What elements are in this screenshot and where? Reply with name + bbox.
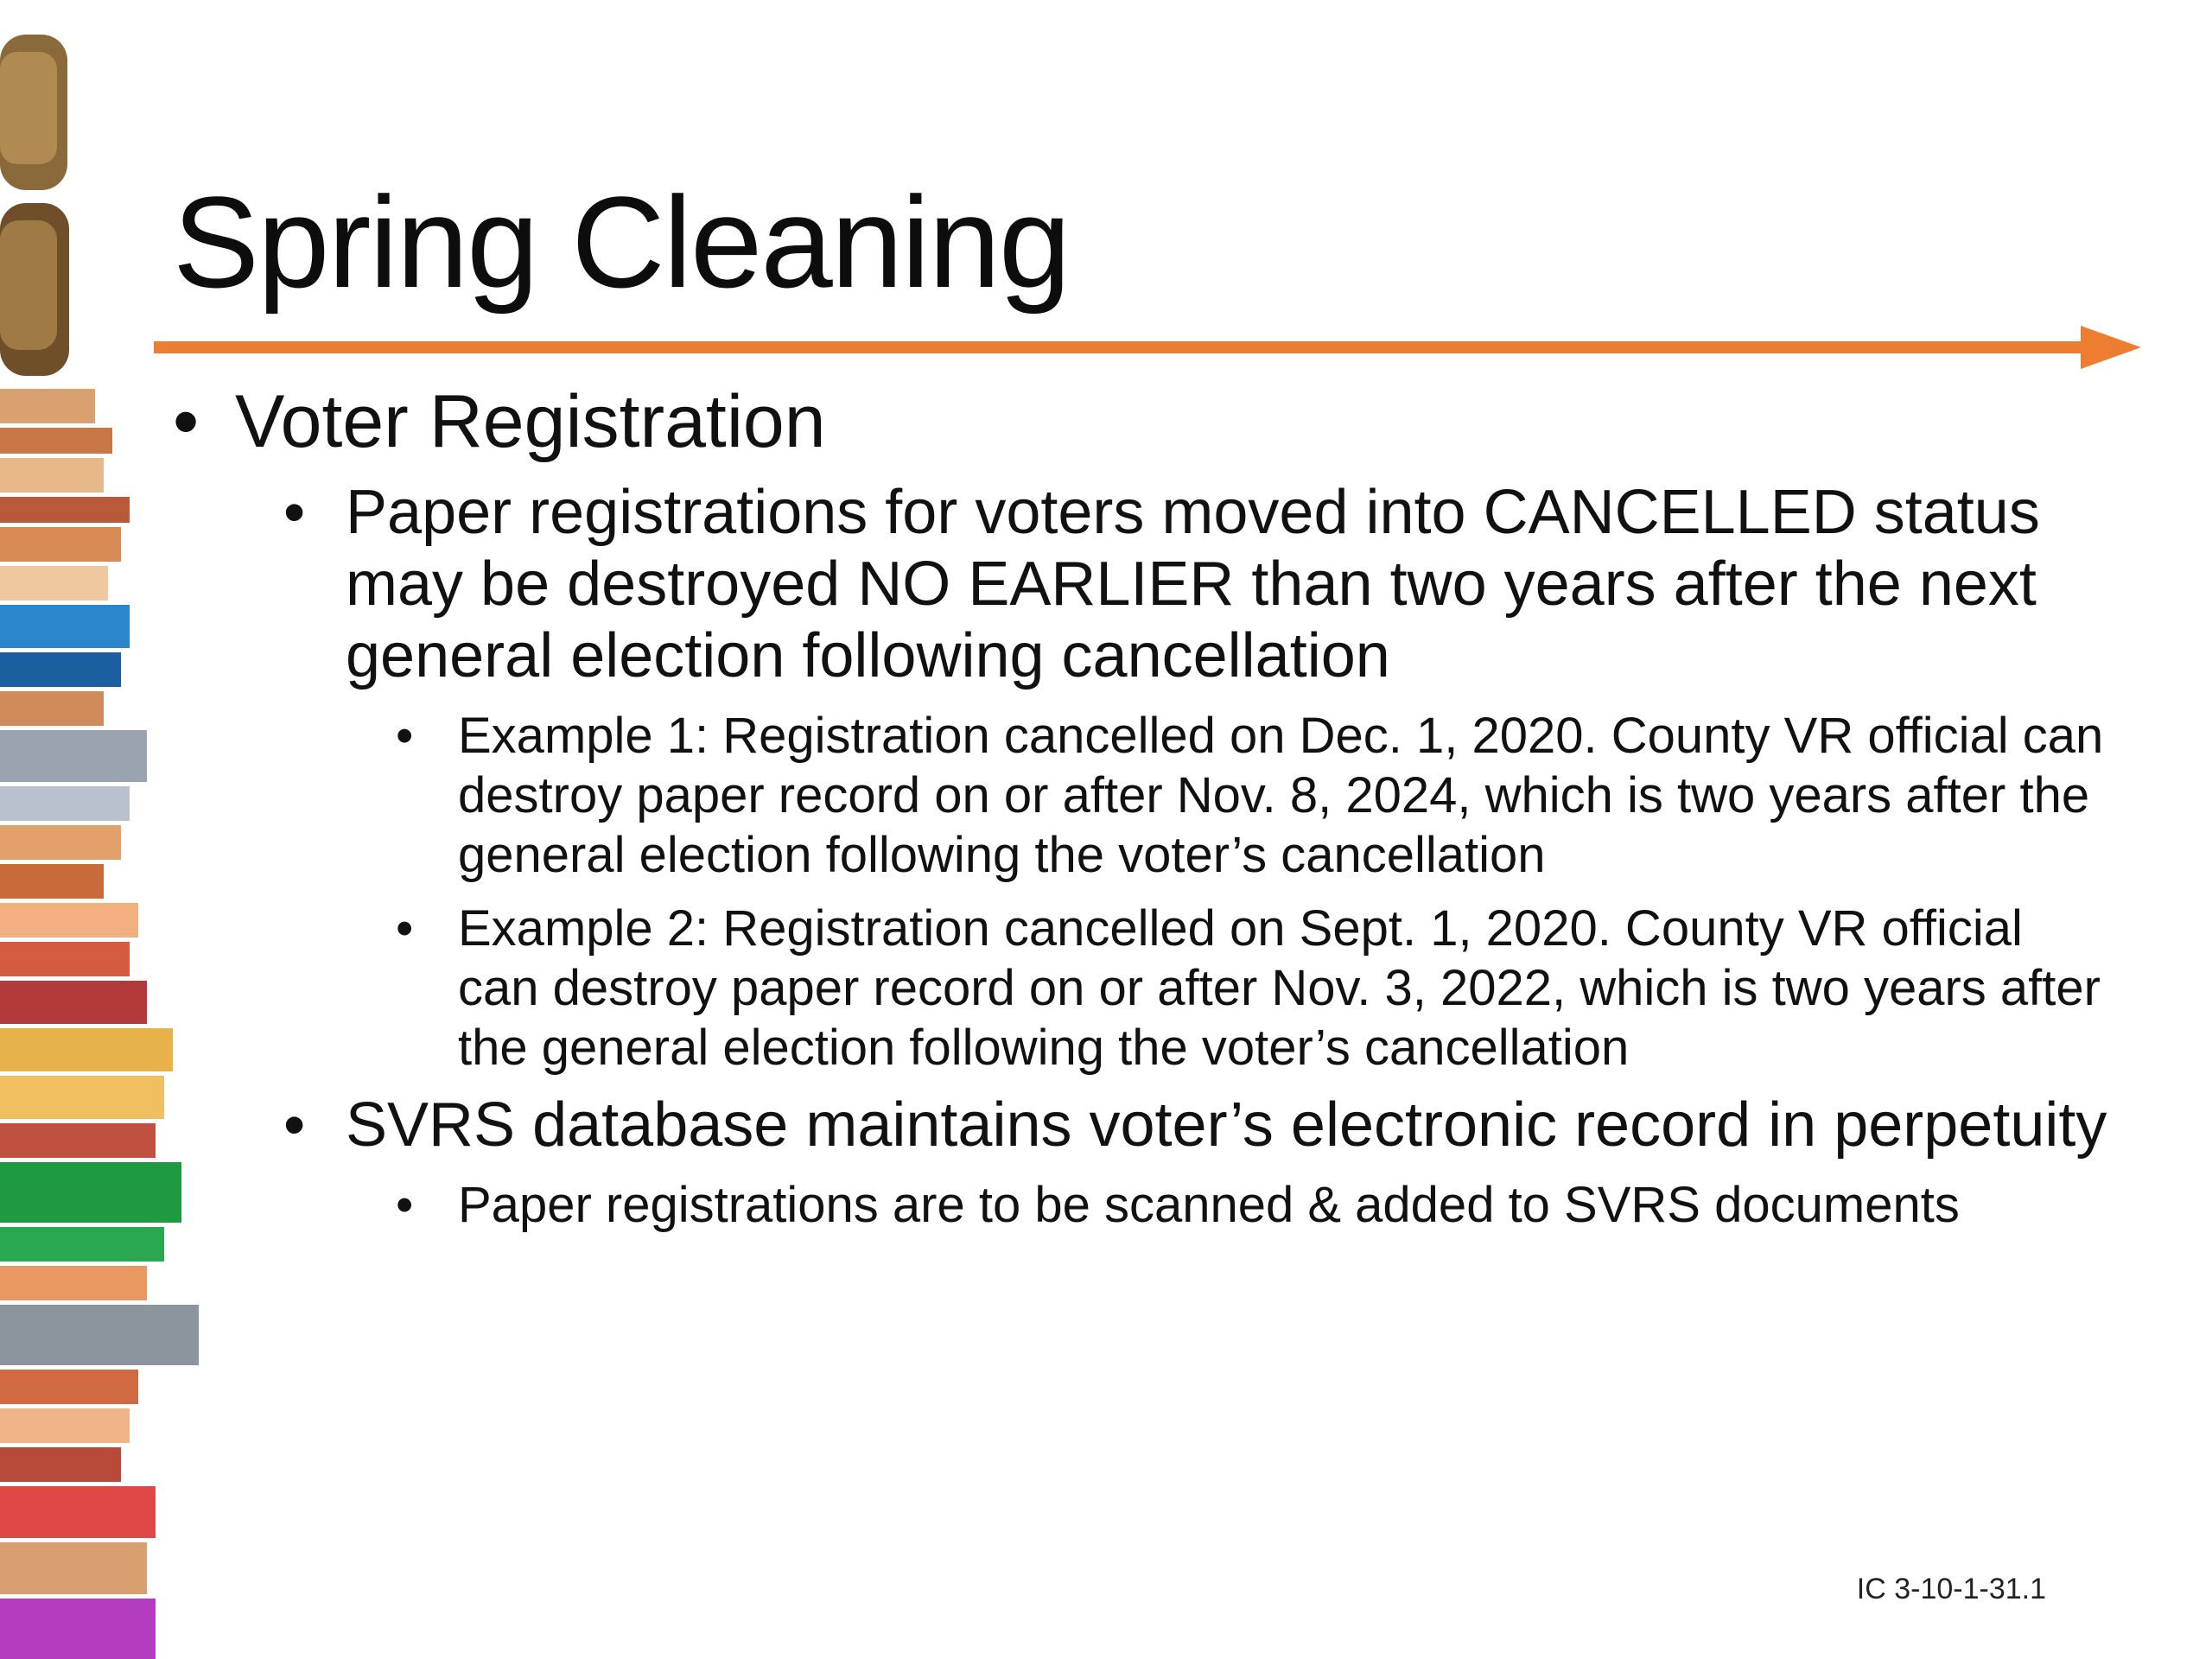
bullet-item — [283, 477, 2108, 692]
bullet-text: SVRS database maintains voter’s electronic record in perpetuity — [346, 1090, 2107, 1160]
bullet-item — [396, 706, 2108, 885]
bullet-icon: • — [396, 708, 414, 764]
bullet-icon: • — [396, 900, 414, 957]
bullet-icon: • — [173, 380, 200, 463]
bullet-text: Paper registrations for voters moved into CANCELLED status may be destroyed NO EARLIER than two years after the next general election following cancellation — [346, 478, 2040, 690]
statute-reference: IC 3-10-1-31.1 — [1856, 1573, 2046, 1605]
bullet-icon: • — [396, 1177, 414, 1233]
bullet-text: Example 1: Registration cancelled on Dec. 1, 2020. County VR official can destroy paper record on or after Nov. 8, 2024, which is two years after the general election following the voter’s cancellation — [458, 708, 2104, 883]
bullet-item — [396, 899, 2108, 1077]
bullet-item — [173, 378, 2108, 465]
bullet-text: Paper registrations are to be scanned & added to SVRS documents — [458, 1177, 1960, 1233]
bullet-item — [283, 1090, 2108, 1161]
bullet-item — [396, 1175, 2108, 1235]
bullet-text: Example 2: Registration cancelled on Sept. 1, 2020. County VR official can destroy paper record on or after Nov. 3, 2022, which is two years after the general election following the voter’s cancellation — [458, 900, 2101, 1076]
bullet-icon: • — [283, 478, 306, 547]
title-arrow-rule — [154, 321, 2141, 373]
bullet-icon: • — [283, 1090, 306, 1160]
bullet-text: Voter Registration — [235, 380, 826, 463]
slide-body — [173, 372, 2108, 1235]
slide-title: Spring Cleaning — [173, 169, 1070, 315]
